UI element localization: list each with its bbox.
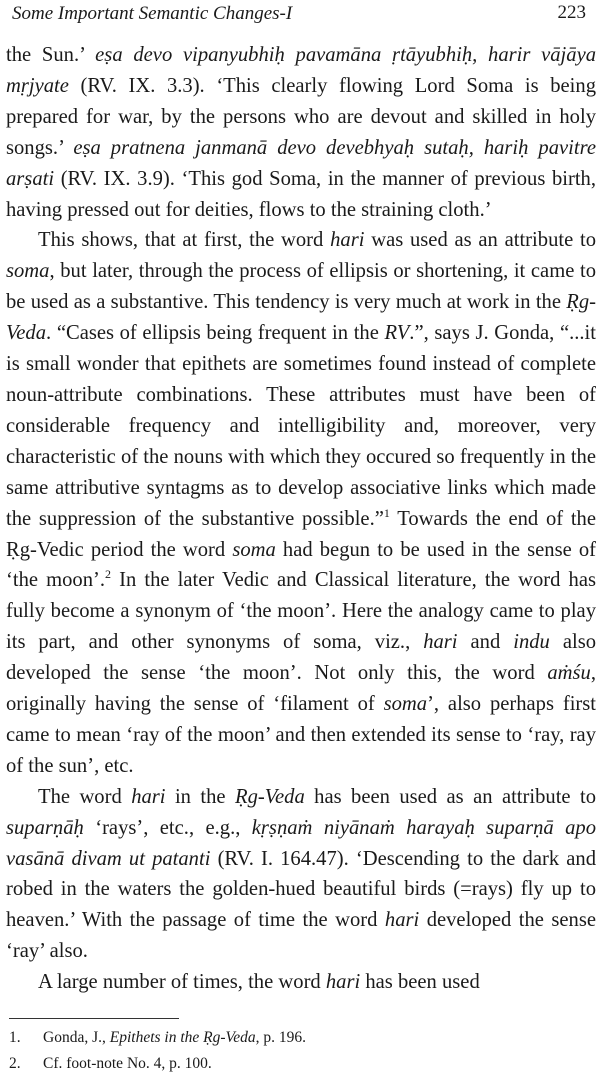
- body-text: [6, 40, 596, 998]
- italic-run: hari: [423, 631, 458, 654]
- italic-run: Epithets in the Ṛg-Veda: [109, 1029, 256, 1047]
- footnote-ref: 2: [105, 567, 112, 582]
- italic-run: eṣa pratnena janmanā devo devebhyaḥ sutaḥ, hariḥ pavitre arṣati: [6, 136, 596, 190]
- text-run: ‘rays’, etc., e.g.,: [83, 816, 252, 839]
- text-run: , but later, through the process of ellipsis or shortening, it came to be used as a substantive. This tendency is very much at work in the: [6, 260, 596, 314]
- text-run: developed the sense ‘ray’ also.: [6, 909, 597, 963]
- italic-run: suparṇāḥ: [6, 816, 84, 839]
- text-run: .”, says J. Gonda, “...it is small wonder that epithets are sometimes found instead of complete noun-attribute combinations. These attributes must have been of considerable frequency and intelligibility and, moreover, very characteristic of the nouns with which they occured so frequently in the same attributive syntagms as to develop associative links which made the suppression of the substantive possible.”: [6, 322, 596, 530]
- running-title: Some Important Semantic Changes-I: [12, 3, 293, 24]
- paragraph-4: [6, 967, 596, 998]
- text-run: (RV. I. 164.47). ‘Descending to the dark and robed in the waters the golden-hued beautiful birds (=rays) fly up to heaven.’ With the passage of time the word: [6, 847, 596, 932]
- paragraph-3: [6, 782, 596, 967]
- footnote-divider: [9, 1018, 179, 1019]
- text-run: has been used as an attribute to: [304, 785, 597, 808]
- text-run: This shows, that at first, the word: [38, 229, 331, 252]
- text-run: was used as an attribute to: [364, 229, 596, 252]
- italic-run: RV: [384, 322, 410, 345]
- text-run: Gonda, J.,: [43, 1029, 110, 1047]
- footnote-text: [43, 1051, 212, 1077]
- paragraph-1: [6, 40, 596, 225]
- text-run: . “Cases of ellipsis being frequent in the: [46, 322, 385, 345]
- italic-run: Ṛg-Veda: [234, 785, 305, 808]
- footnote-number: 1.: [9, 1029, 21, 1047]
- text-run: also developed the sense ‘the moon’. Not only this, the word: [6, 631, 597, 685]
- italic-run: Ṛg-Veda: [6, 291, 596, 345]
- text-run: The word: [38, 785, 132, 808]
- italic-run: kṛṣṇaṁ niyānaṁ harayaḥ suparṇā apo vasānā divam ut patanti: [6, 816, 596, 870]
- text-run: In the later Vedic and Classical literature, the word has fully become a synonym of ‘the moon’. Here the analogy came to play its part, and other synonyms of soma, viz.,: [6, 569, 596, 654]
- text-run: had begun to be used in the sense of ‘the moon’.: [6, 538, 596, 592]
- text-run: A large number of times, the word: [38, 971, 326, 994]
- page-header: [6, 0, 596, 40]
- text-run: and: [457, 631, 514, 654]
- italic-run: eṣa devo vipanyubhiḥ pavamāna ṛtāyubhiḥ, harir vājāya mṛjyate: [6, 44, 597, 97]
- footnote-2: [6, 1051, 596, 1077]
- text-run: has been used: [360, 971, 480, 994]
- footnote-1: [6, 1025, 596, 1051]
- italic-run: soma: [232, 538, 276, 561]
- text-run: , p. 196.: [255, 1029, 307, 1047]
- italic-run: aṁśu: [547, 662, 591, 685]
- italic-run: indu: [513, 631, 550, 654]
- footnote-number: 2.: [9, 1055, 21, 1073]
- italic-run: hari: [131, 785, 166, 808]
- italic-run: hari: [384, 909, 420, 932]
- text-run: Towards the end of the Ṛg-Vedic period the word: [6, 507, 596, 561]
- text-run: (RV. IX. 3.3). ‘This clearly flowing Lord Soma is being prepared for war, by the persons who are devout and skilled in holy songs.’: [6, 74, 596, 159]
- paragraph-2: [6, 225, 596, 781]
- footnotes: [6, 1025, 596, 1077]
- italic-run: hari: [325, 971, 361, 994]
- page-number: 223: [557, 2, 586, 23]
- italic-run: hari: [330, 229, 365, 252]
- text-run: (RV. IX. 3.9). ‘This god Soma, in the manner of previous birth, having pressed out for deities, flows to the straining cloth.’: [6, 167, 596, 221]
- text-run: in the: [165, 785, 235, 808]
- text-run: Cf. foot-note No. 4, p. 100.: [43, 1055, 212, 1073]
- text-run: , originally having the sense of ‘filament of: [6, 662, 596, 716]
- footnote-ref: 1: [383, 505, 390, 520]
- italic-run: soma: [6, 260, 50, 283]
- footnote-text: [43, 1025, 306, 1051]
- text-run: the Sun.’: [6, 44, 96, 66]
- italic-run: soma: [383, 693, 428, 716]
- text-run: ’, also perhaps first came to mean ‘ray of the moon’ and then extended its sense to ‘ray, ray of the sun’, etc.: [6, 693, 597, 777]
